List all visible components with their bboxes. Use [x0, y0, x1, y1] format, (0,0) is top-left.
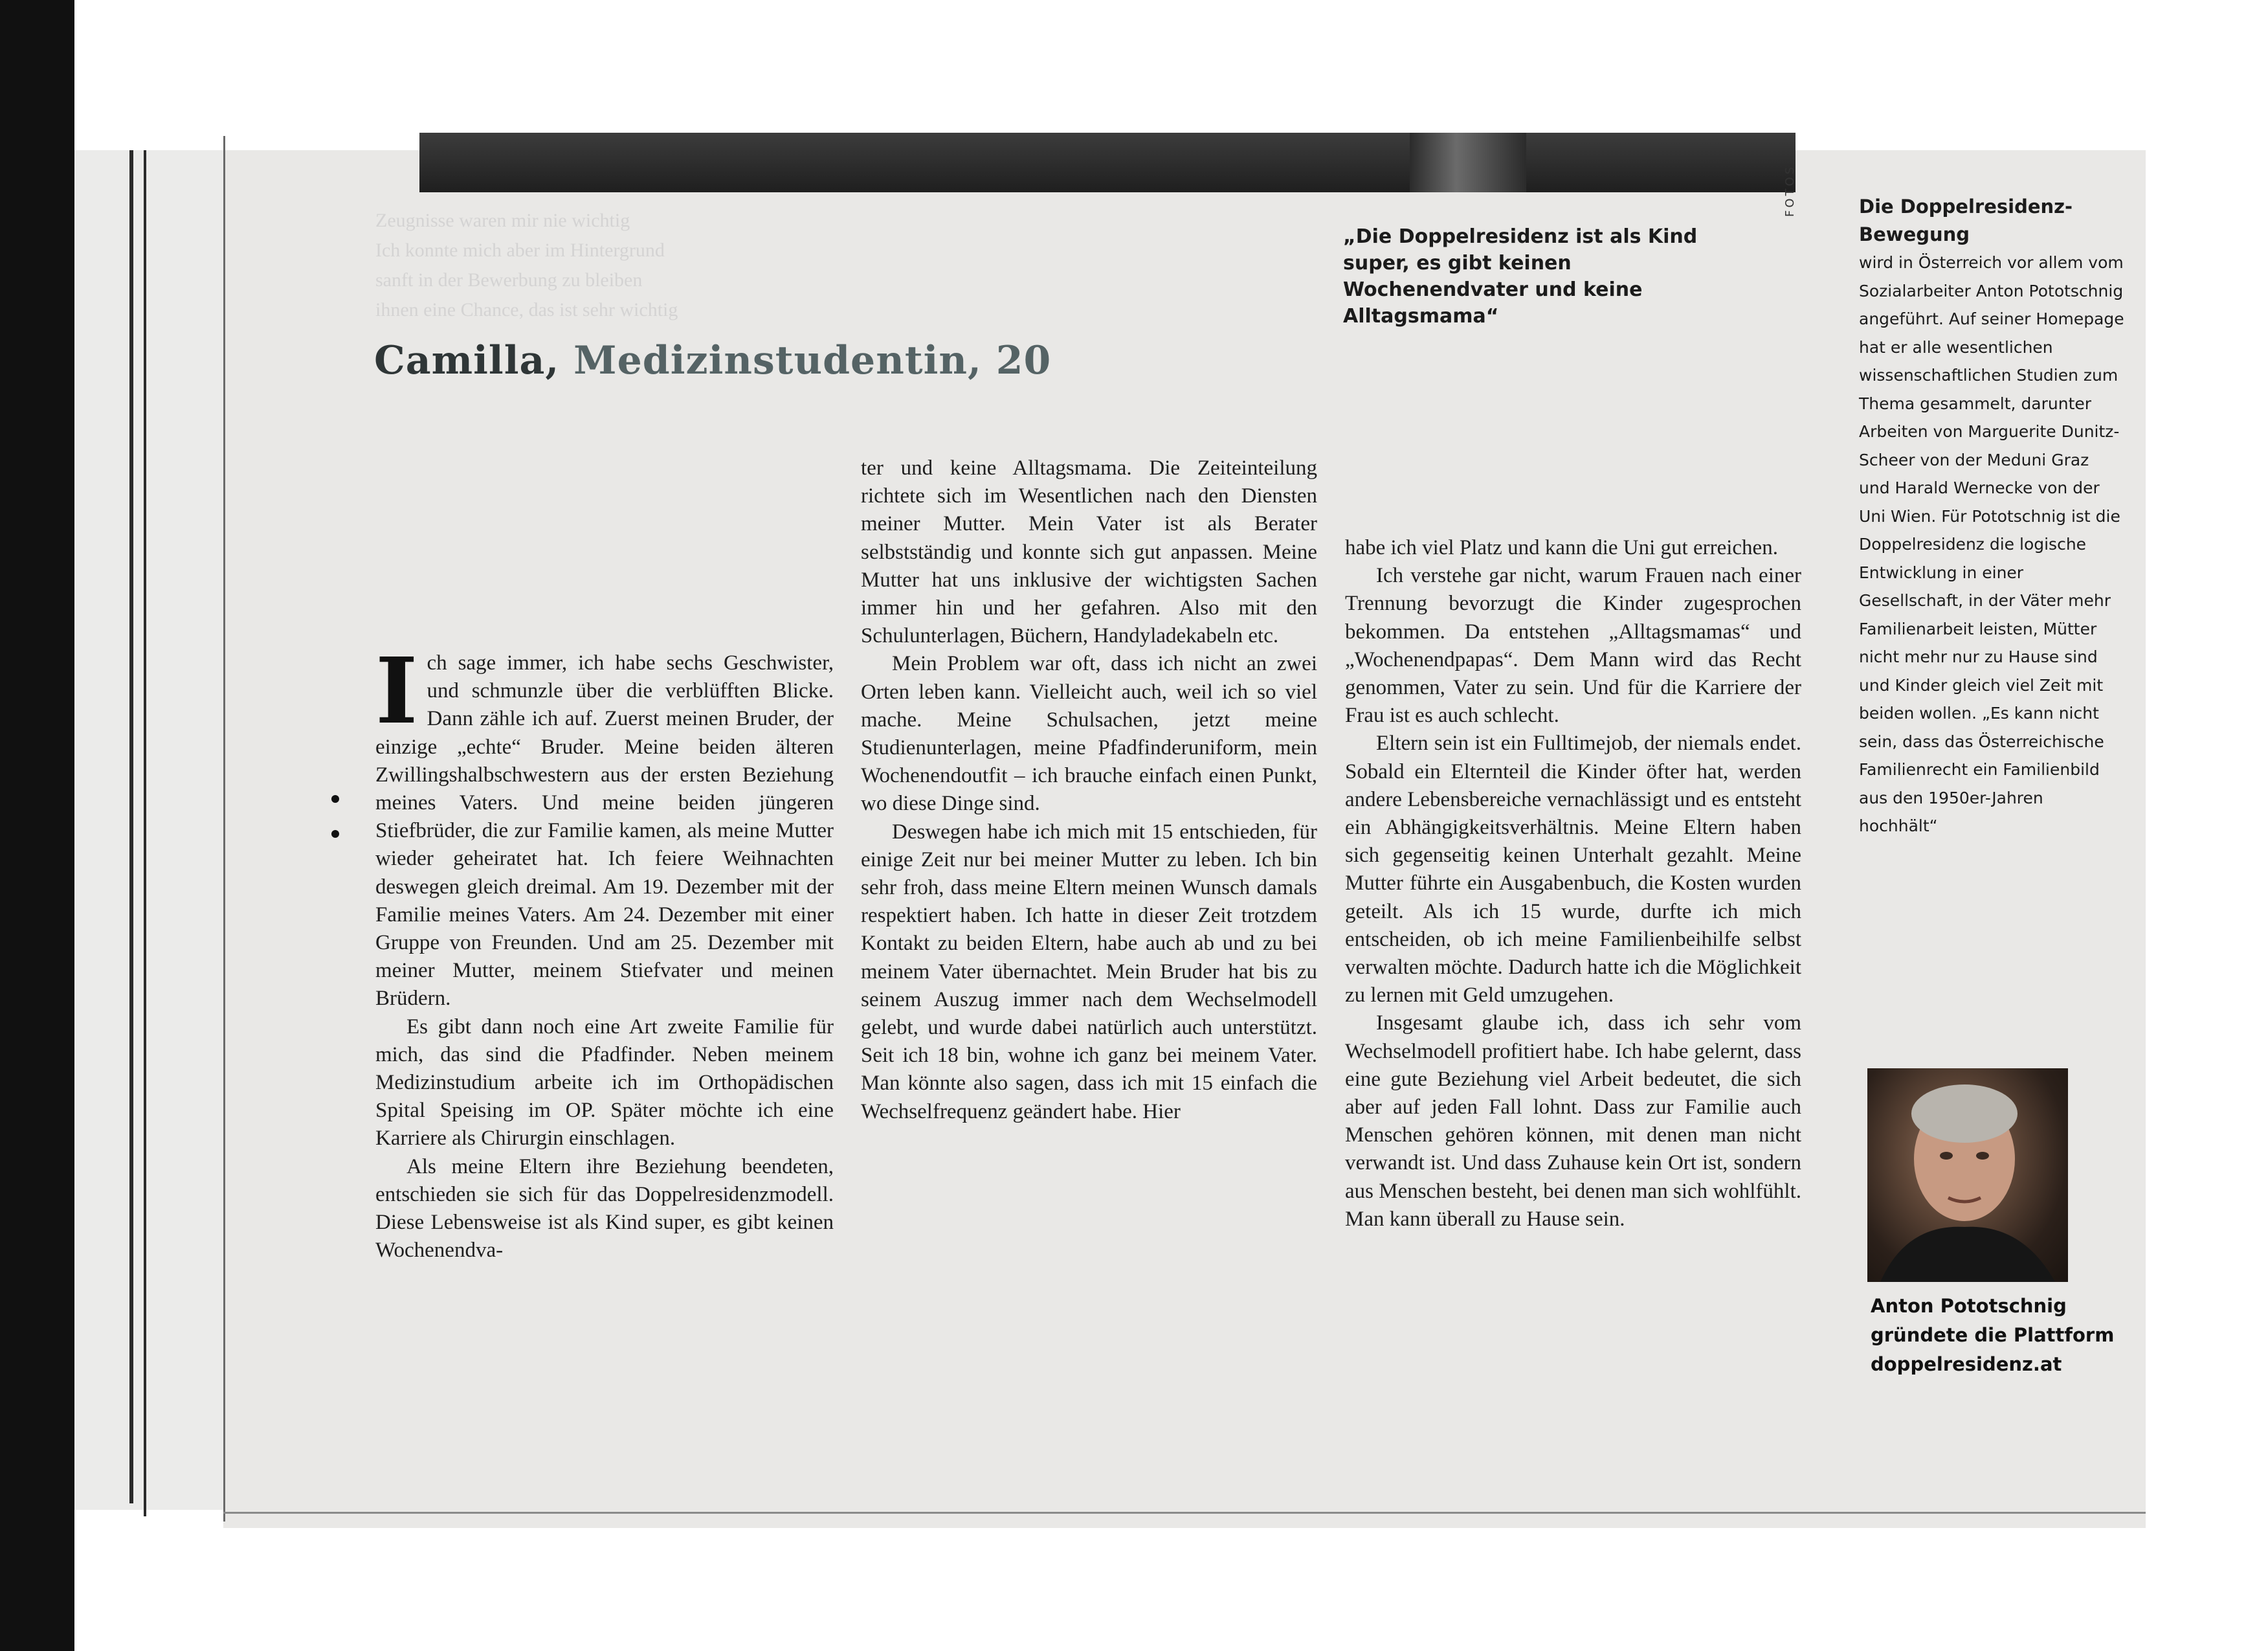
- page-edge-line: [129, 150, 133, 1503]
- article-column-2: [861, 455, 1317, 1126]
- scan-border: [0, 0, 74, 1651]
- article-headline: [374, 338, 1151, 383]
- bleed-through-text: Ich konnte mich aber im Hintergrund: [375, 240, 665, 261]
- paragraph: Es gibt dann noch eine Art zweite Familie für mich, das sind die Pfadfinder. Neben meinem Medizinstudium arbeite ich im Orthopädischen Spital Speising im OP. Später möchte ich eine Karriere als Chirurgin einschlagen.: [375, 1015, 834, 1151]
- margin-dot: [331, 830, 339, 838]
- paragraph: ter und keine Alltagsmama. Die Zeiteinteilung richtete sich im Wesentlichen nach den Diensten meiner Mutter. Mein Vater ist als Berater selbstständig und konnte sich gut anpassen. Meine Mutter hat uns inklusive der wichtigsten Sachen immer hin und her gefahren. Also mit den Schulunterlagen, Büchern, Handyladekabeln etc.: [861, 456, 1317, 648]
- article-column-1: [375, 638, 834, 1264]
- article-column-3: [1345, 534, 1801, 1233]
- paragraph: Als meine Eltern ihre Beziehung beendeten, entschieden sie sich für das Doppelresidenzmodell. Diese Lebensweise ist als Kind super, es gibt keinen Wochenendva-: [375, 1154, 834, 1263]
- article-photo-strip: [419, 133, 1796, 192]
- paragraph: Insgesamt glaube ich, dass ich sehr vom Wechselmodell profitiert habe. Ich habe gelernt, dass eine gute Beziehung viel Arbeit bedeutet, die sich aber auf jeden Fall lohnt. Dass zur Familie auch Menschen gehören können, mit denen man nicht verwandt ist. Und dass Zuhause kein Ort ist, sondern aus Menschen besteht, bei denen man sich wohlfühlt. Man kann überall zu Hause sein.: [1345, 1011, 1801, 1231]
- paragraph: habe ich viel Platz und kann die Uni gut erreichen.: [1345, 536, 1778, 559]
- page-edge-line: [223, 136, 225, 1522]
- paragraph-text: ch sage immer, ich habe sechs Geschwister, und schmunzle über die verblüfften Blicke. Dann zähle ich auf. Zuerst meinen Bruder, der einzige „echte“ Bruder. Meine beiden älteren Zwillingshalbschwestern aus der ersten Beziehung meines Vaters. Und meine beiden jüngeren Stiefbrüder, die zur Familie kamen, als meine Mutter wieder geheiratet hat. Ich feiere Weihnachten deswegen gleich dreimal. Am 19. Dezember mit der Familie meines Vaters. Am 24. Dezember mit einer Gruppe von Freunden. Und am 25. Dezember mit meiner Mutter, meinem Stiefvater und meinen Brüdern.: [375, 651, 834, 1011]
- sidebar-title: Die Doppelresidenz-Bewegung: [1859, 196, 2073, 245]
- page-bottom-edge: [223, 1512, 2146, 1514]
- drop-cap: I: [375, 638, 418, 745]
- portrait-photo: [1867, 1068, 2068, 1282]
- paragraph: Eltern sein ist ein Fulltimejob, der niemals endet. Sobald ein Elternteil die Kinder öfter hat, werden andere Lebensbereiche vernachlässigt und es entsteht ein Abhängigkeitsverhältnis. Meine Eltern haben sich gegenseitig keinen Unterhalt gezahlt. Meine Mutter führte ein Ausgabenbuch, die Kosten wurden geteilt. Als ich 15 wurde, durfte ich mich entscheiden, ob ich meine Familienbeihilfe selbst verwalten möchte. Dadurch hatte ich die Möglichkeit zu lernen mit Geld umzugehen.: [1345, 732, 1801, 1007]
- paragraph: Mein Problem war oft, dass ich nicht an zwei Orten leben kann. Vielleicht auch, weil ich so viel mache. Meine Schulsachen, jetzt meine Studienunterlagen, meine Pfadfinderuniform, mein Wochenendoutfit – ich brauche einfach einen Punkt, wo diese Dinge sind.: [861, 652, 1317, 816]
- photo-caption: Anton Pototschnig gründete die Plattform doppelresidenz.at: [1871, 1295, 2115, 1375]
- paragraph: Ich verstehe gar nicht, warum Frauen nach einer Trennung bevorzugt die Kinder zugesprochen bekommen. Da entstehen „Alltagsmamas“ und „Wochenendpapas“. Dem Mann wird das Recht genommen, Vater zu sein. Und für die Karriere der Frau ist es auch schlecht.: [1345, 564, 1801, 728]
- bleed-through-text: Zeugnisse waren mir nie wichtig: [375, 210, 630, 231]
- page-edge-line: [144, 150, 146, 1516]
- scanner-lid-area: [74, 0, 2268, 150]
- headline-role: Medizinstudentin, 20: [573, 338, 1052, 383]
- pull-quote: „Die Doppelresidenz ist als Kind super, es gibt keinen Wochenendvater und keine Alltagsmama“: [1343, 225, 1698, 328]
- margin-dot: [331, 795, 339, 803]
- portrait-figure: [1867, 1068, 2068, 1282]
- bleed-through-text: ihnen eine Chance, das ist sehr wichtig: [375, 299, 678, 320]
- paragraph: [375, 638, 834, 1013]
- photo-credit: FOTOS: [1783, 164, 1797, 217]
- sidebar-body: wird in Österreich vor allem vom Sozialarbeiter Anton Pototschnig angeführt. Auf seiner Homepage hat er alle wesentlichen wissenschaftlichen Studien zum Thema gesammelt, darunter Arbeiten von Marguerite Dunitz-Scheer von der Meduni Graz und Harald Wernecke von der Uni Wien. Für Pototschnig ist die Doppelresidenz die logische Entwicklung in einer Gesellschaft, in der Väter mehr Familienarbeit leisten, Mütter nicht mehr nur zu Hause sind und Kinder gleich viel Zeit mit beiden wollen. „Es kann nicht sein, dass das Österreichische Familienrecht ein Familienbild aus den 1950er-Jahren hochhält“: [1859, 253, 2124, 835]
- headline-name: Camilla,: [374, 338, 574, 383]
- bleed-through-text: sanft in der Bewerbung zu bleiben: [375, 269, 643, 291]
- sidebar-box: [1859, 193, 2124, 840]
- photo-highlight: [1410, 133, 1526, 192]
- paragraph: Deswegen habe ich mich mit 15 entschieden, für einige Zeit nur bei meiner Mutter zu leben. Ich bin sehr froh, dass meine Eltern meinen Wunsch damals respektiert haben. Ich hatte in dieser Zeit trotzdem Kontakt zu beiden Eltern, habe auch ab und zu bei meinem Vater übernachtet. Mein Bruder hat bis zu seinem Auszug immer nach dem Wechselmodell gelebt, und wurde dabei natürlich auch unterstützt. Seit ich 18 bin, wohne ich ganz bei meinem Vater. Man könnte also sagen, dass ich mit 15 einfach die Wechselfrequenz geändert habe. Hier: [861, 820, 1317, 1123]
